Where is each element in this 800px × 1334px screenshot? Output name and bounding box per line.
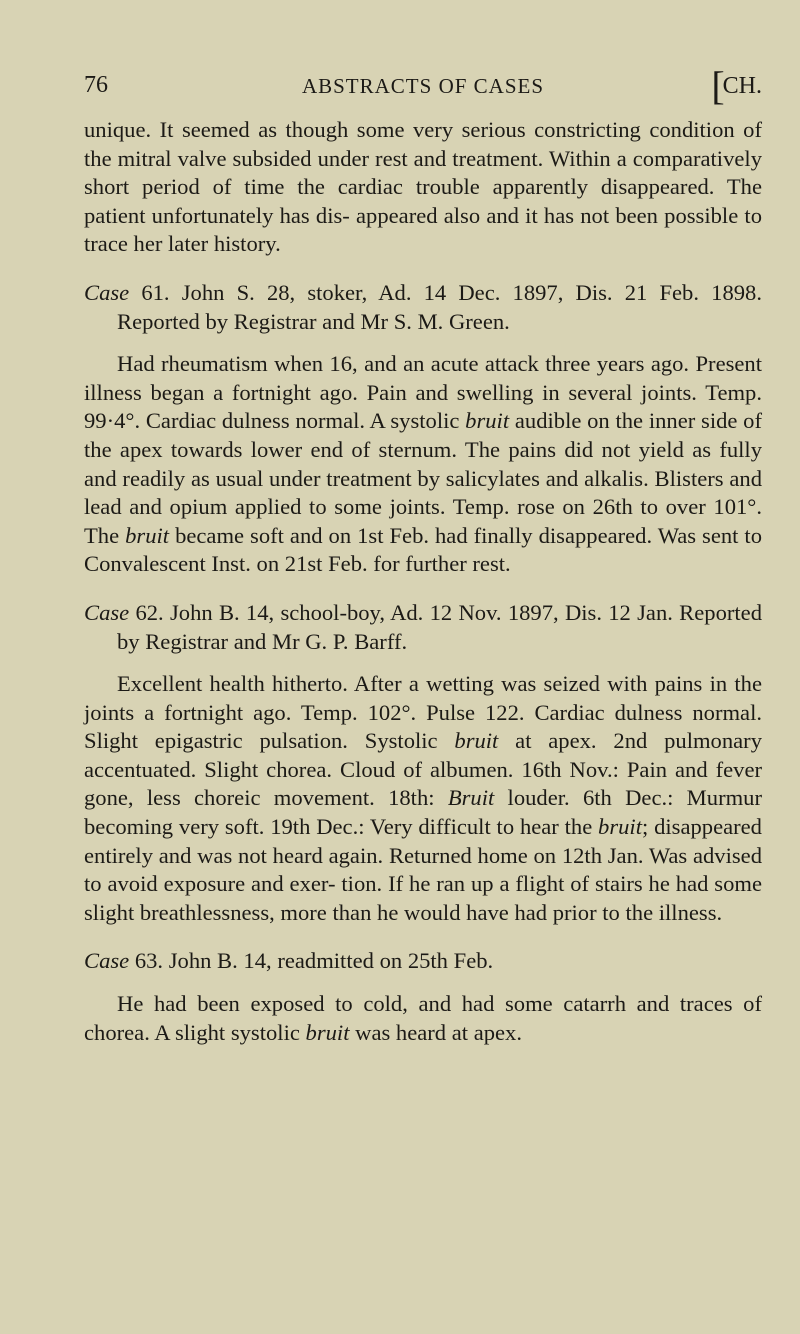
bruit-term: bruit [598, 814, 642, 840]
continued-paragraph: unique. It seemed as though some very serious constricting condition of the mitral valve subsided under rest and treatment. Within a comparatively short period of time the cardiac trouble apparently disappeared. The patient unfortunately has dis- appeared also and it has not been possible to trace her later history. [84, 117, 762, 257]
running-header [84, 63, 762, 112]
bruit-term: bruit [454, 728, 499, 754]
case-63-heading [84, 947, 762, 976]
page-body [84, 116, 762, 1047]
chapter-marker [711, 63, 762, 108]
bruit-term: Bruit [447, 785, 495, 811]
case-61-heading [84, 279, 762, 336]
page-number: 76 [84, 72, 108, 98]
running-title: ABSTRACTS OF CASES [301, 74, 545, 98]
case-63-body: He had been exposed to cold, and had some catarrh and traces of chorea. A slight systolic bruit was heard at apex. [84, 991, 762, 1045]
case-label: Case [84, 948, 130, 974]
case-heading-text: 61. John S. 28, stoker, Ad. 14 Dec. 1897, Dis. 21 Feb. 1898. Reported by Registrar and Mr S. M. Green. [117, 279, 762, 334]
case-label: Case [84, 599, 130, 625]
case-heading-text: 62. John B. 14, school-boy, Ad. 12 Nov. 1897, Dis. 12 Jan. Reported by Registrar and Mr G. P. Barff. [117, 599, 762, 654]
chapter-label: CH. [722, 73, 762, 99]
case-label: Case [84, 279, 130, 305]
chapter-bracket: [ [711, 63, 725, 108]
case-62-body: Excellent health hitherto. After a wetting was seized with pains in the joints a fortnight ago. Temp. 102°. Pulse 122. Cardiac dulness normal. Slight epigastric pulsation. Systolic bruit at apex. 2nd pulmonary accentuated. Slight chorea. Cloud of albumen. 16th Nov.: Pain and fever gone, less choreic movement. 18th: Bruit louder. 6th Dec.: Murmur becoming very soft. 19th Dec.: Very difficult to hear the bruit; disappeared entirely and was not heard again. Returned home on 12th Jan. Was advised to avoid exposure and exer- tion. If he ran up a flight of stairs he had some slight breathlessness, more than he would have had prior to the illness. [84, 671, 762, 925]
case-61-body: Had rheumatism when 16, and an acute attack three years ago. Present illness began a fortnight ago. Pain and swelling in several joints. Temp. 99·4°. Cardiac dulness normal. A systolic bruit audible on the inner side of the apex towards lower end of sternum. The pains did not yield as fully and readily as usual under treatment by salicylates and alkalis. Blisters and lead and opium applied to some joints. Temp. rose on 26th to over 101°. The bruit became soft and on 1st Feb. had finally disappeared. Was sent to Convalescent Inst. on 21st Feb. for further rest. [84, 351, 762, 577]
case-62-heading [84, 599, 762, 656]
case-heading-text: 63. John B. 14, readmitted on 25th Feb. [129, 948, 494, 974]
bruit-term: bruit [465, 408, 510, 434]
bruit-term: bruit [305, 1019, 350, 1045]
bruit-term: bruit [125, 522, 170, 548]
